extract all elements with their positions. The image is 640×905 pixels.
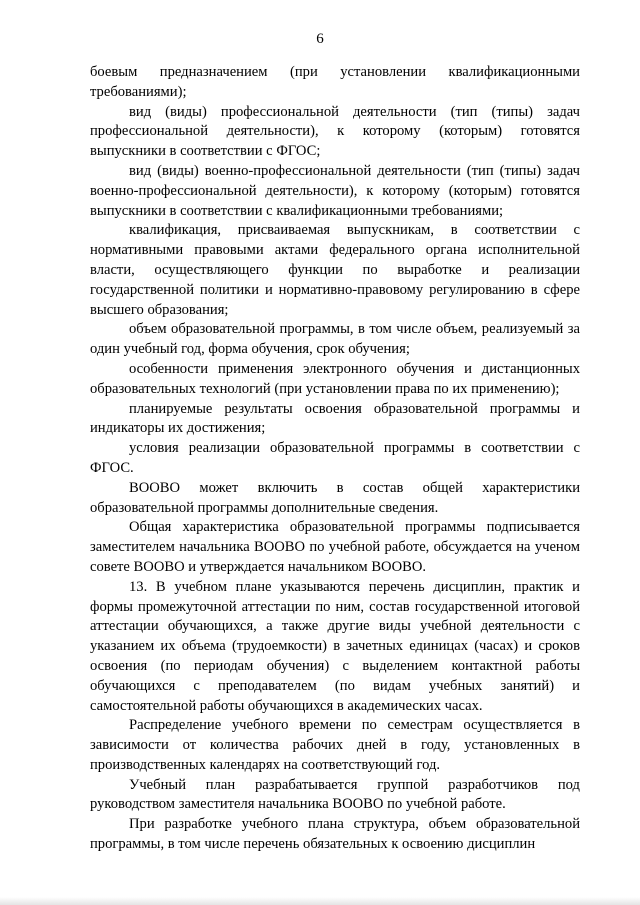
paragraph-qualification: квалификация, присваиваемая выпускникам, в соответствии с нормативными правовыми актами федерального органа исполнительной власти, осуществляющего функции по выработке и реализации государственной политики и нормативно-правовому регулированию в сфере высшего образования; [90,222,580,318]
paragraph-plan-development: Учебный план разрабатывается группой разработчиков под руководством заместителя начальника ВООВО по учебной работе. [90,776,580,813]
paragraph-time-distribution: Распределение учебного времени по семестрам осуществляется в зависимости от количества рабочих дней в году, установленных в производственных календарях на соответствующий год. [90,717,580,773]
paragraph-signing: Общая характеристика образовательной программы подписывается заместителем начальника ВООВО по учебной работе, обсуждается на ученом совете ВООВО и утверждается начальником ВООВО. [90,519,580,575]
page-number: 6 [316,31,324,47]
scan-bottom-edge [0,897,640,905]
paragraph-professional-activity: вид (виды) профессиональной деятельности (тип (типы) задач профессиональной деятельности), к которому (которым) готовятся выпускники в соответствии с ФГОС; [90,103,580,160]
paragraph-qualification-requirements: боевым предназначением (при установлении квалификационными требованиями); [90,64,580,100]
paragraph-implementation-conditions: условия реализации образовательной программы в соответствии с ФГОС. [90,440,580,476]
paragraph-program-volume: объем образовательной программы, в том числе объем, реализуемый за один учебный год, форма обучения, срок обучения; [90,321,580,358]
paragraph-e-learning: особенности применения электронного обучения и дистанционных образовательных технологий (при установлении права по их применению); [90,360,580,397]
paragraph-additional-info: ВООВО может включить в состав общей характеристики образовательной программы дополнительные сведения. [90,479,580,516]
paragraph-military-professional-activity: вид (виды) военно-профессиональной деятельности (тип (типы) задач военно-профессиональной деятельности), к которому (которым) готовятся выпускники в соответствии с квалификационными требованиями; [90,162,580,219]
document-body [90,63,580,855]
paragraph-plan-structure: При разработке учебного плана структура, объем образовательной программы, в том числе перечень обязательных к освоению дисциплин [90,816,580,853]
paragraph-planned-results: планируемые результаты освоения образовательной программы и индикаторы их достижения; [90,400,580,437]
paragraph-section-13-curriculum: 13. В учебном плане указываются перечень дисциплин, практик и формы промежуточной аттестации по ним, состав государственной итоговой аттестации обучающихся, а также другие виды учебной деятельности с указанием их объема (трудоемкости) в зачетных единицах (часах) и сроков освоения (по периодам обучения) с выделением контактной работы обучающихся с преподавателем (по видам учебных занятий) и самостоятельной работы обучающихся в академических часах. [90,578,580,714]
